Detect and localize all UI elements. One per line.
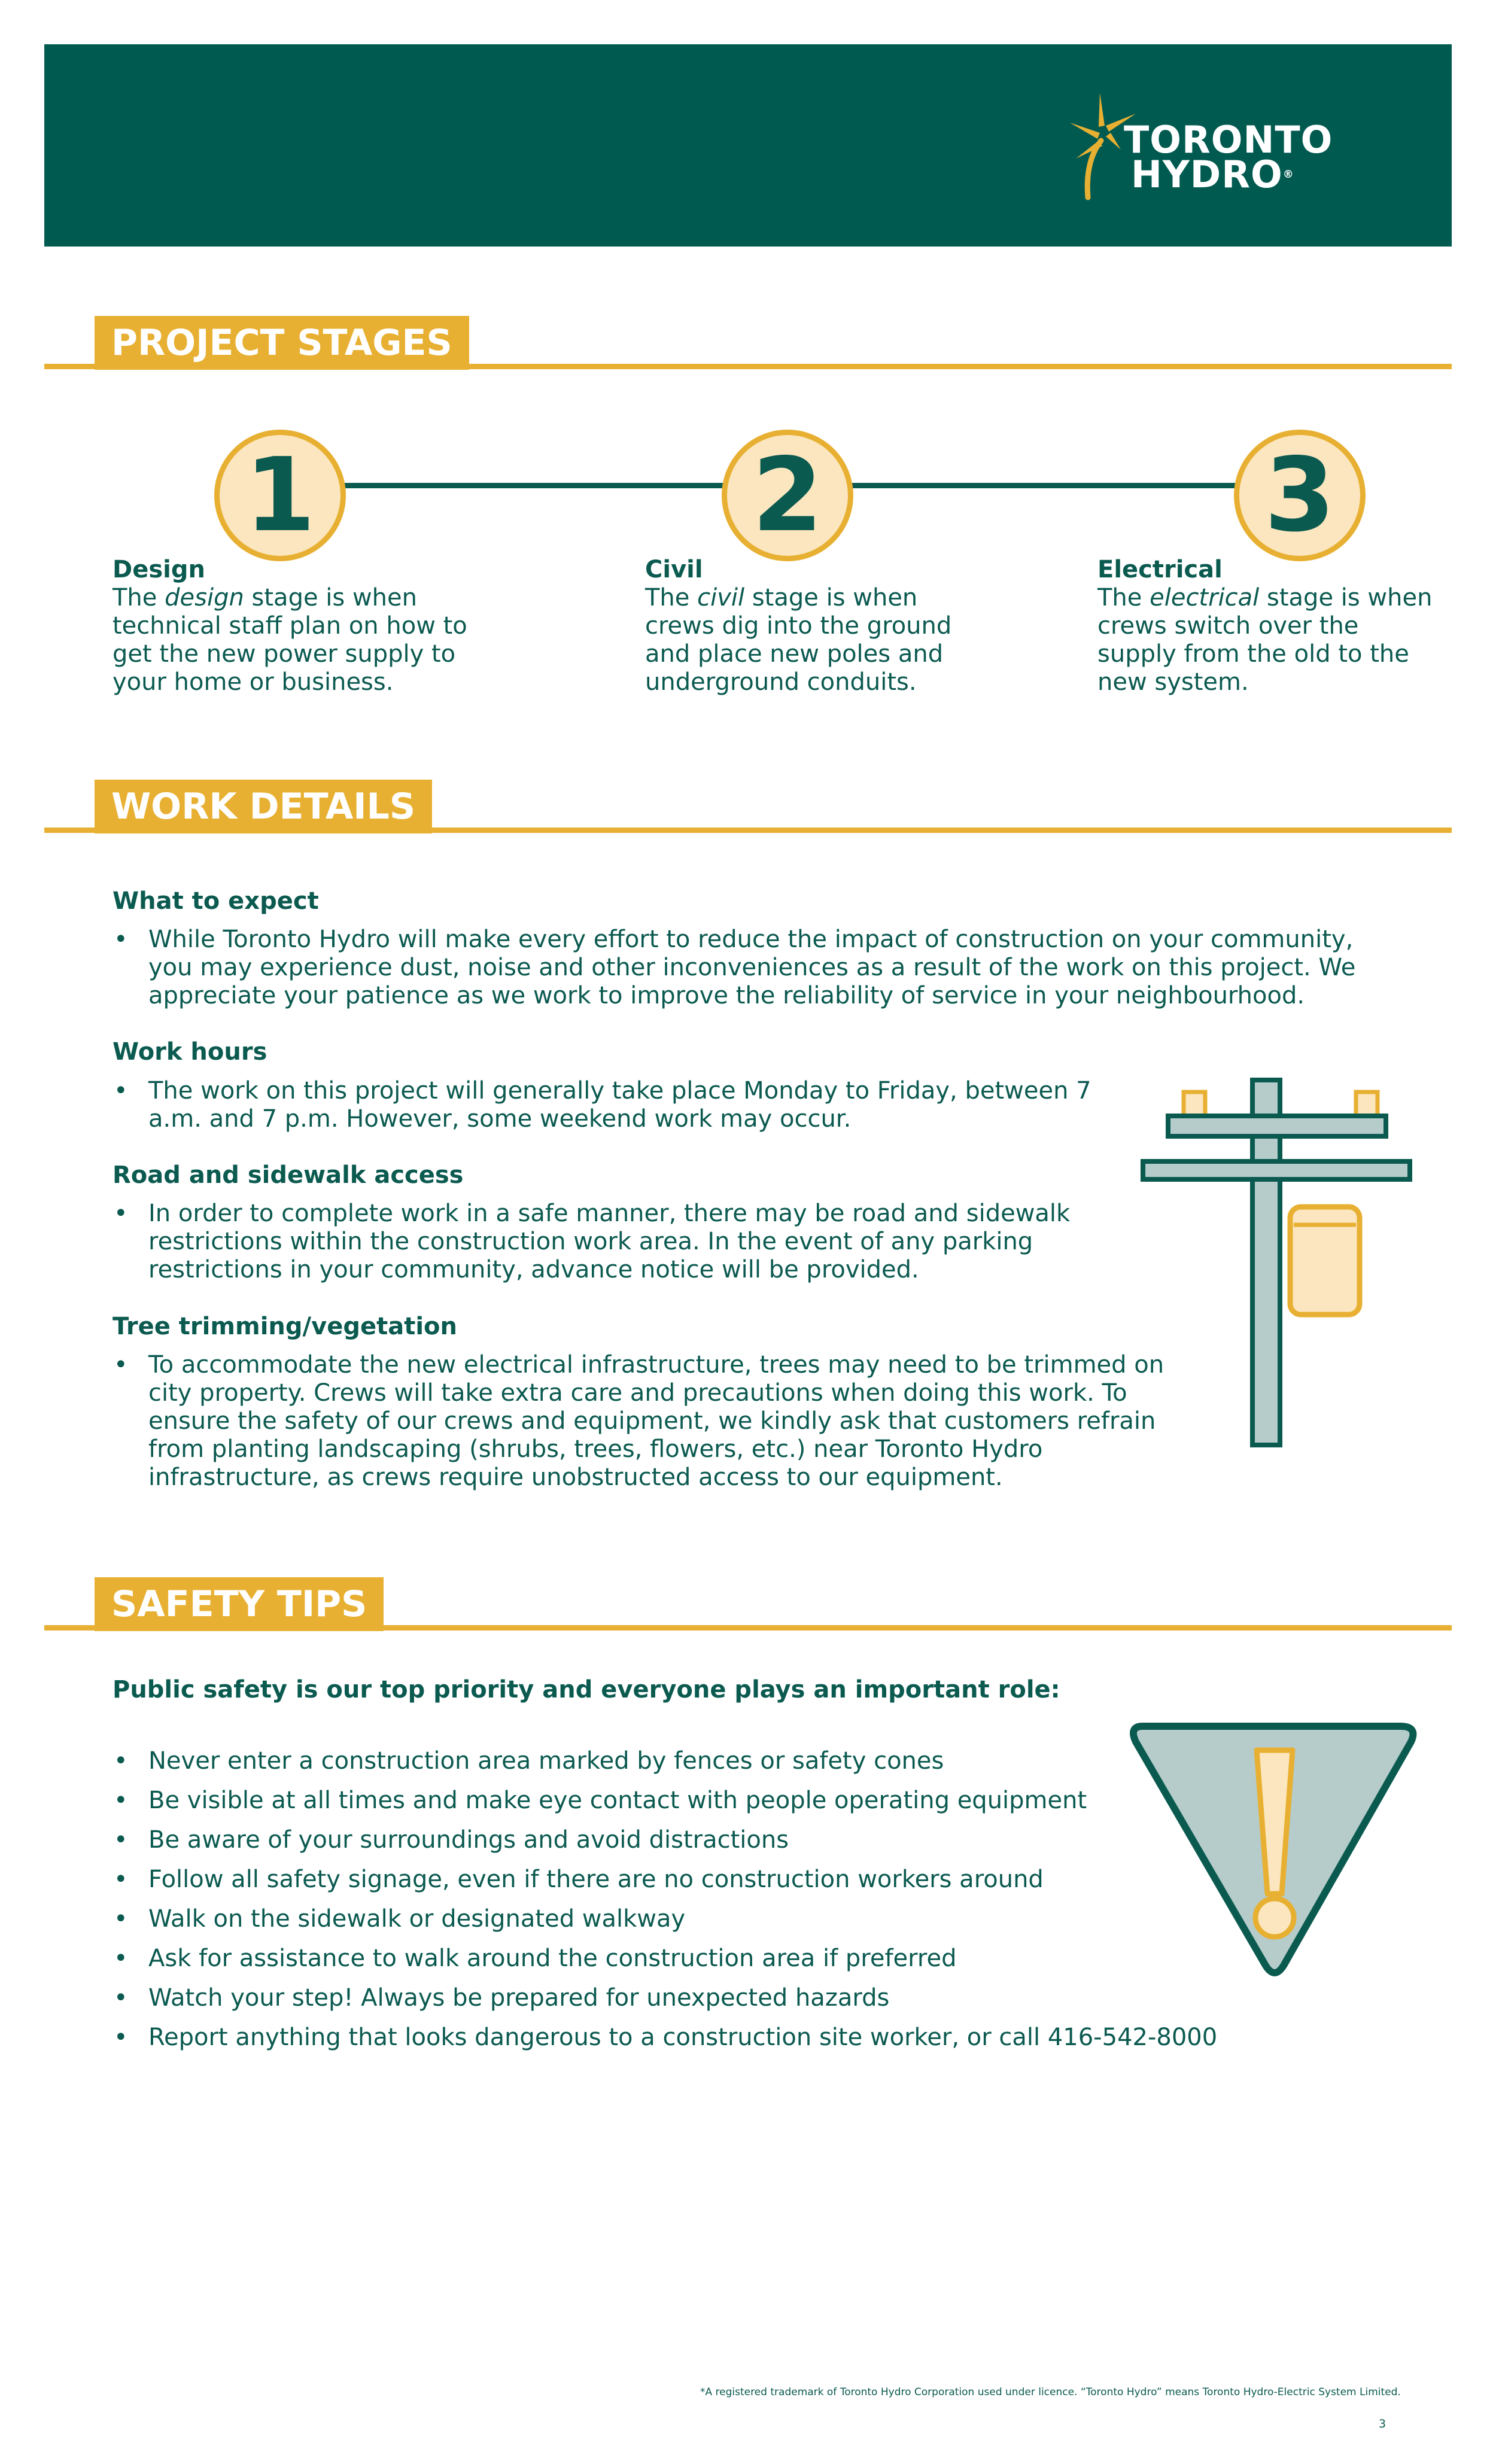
stage-3-description: The electrical stage is when crews switch over the supply from the old to the new system. <box>1097 584 1433 696</box>
list-item: • To accommodate the new electrical infrastructure, trees may need to be trimmed on city property. Crews will take extra care and precautions when doing this work. To ensure the safety of our crews and equipment, we kindly ask that customers refrain from planting landscaping (shrubs, trees, flowers, etc.) near Toronto Hydro infrastructure, as crews require unobstructed access to our equipment. <box>112 1351 1166 1492</box>
list-item: • Be visible at all times and make eye contact with people operating equipment <box>112 1787 1429 1815</box>
stage-2-description: The civil stage is when crews dig into the ground and place new poles and underground conduits. <box>645 584 952 696</box>
stage-3-circle: 3 <box>1234 430 1366 561</box>
work-details-rule <box>44 828 1452 833</box>
list-item: • Never enter a construction area marked by fences or safety cones <box>112 1747 1429 1775</box>
page-number: 3 <box>1379 2417 1386 2430</box>
tree-trimming-list <box>112 1351 1166 1492</box>
project-stages-heading: PROJECT STAGES <box>95 316 469 370</box>
safety-tips-heading: SAFETY TIPS <box>95 1577 384 1631</box>
safety-intro: Public safety is our top priority and everyone plays an important role: <box>112 1676 1060 1703</box>
logo-line-1: TORONTO <box>1124 118 1333 162</box>
stage-1-description: The design stage is when technical staff plan on how to get the new power supply to your home or business. <box>112 584 467 696</box>
work-hours-heading: Work hours <box>112 1038 267 1066</box>
warning-triangle-icon <box>1119 1714 1430 1984</box>
registered-mark: ® <box>1282 168 1294 181</box>
list-item: • While Toronto Hydro will make every effort to reduce the impact of construction on your community, you may experience dust, noise and other inconveniences as a result of the work on this project. We appreciate your patience as we work to improve the reliability of service in your neighbourhood. <box>112 926 1399 1010</box>
list-item: • Ask for assistance to walk around the construction area if preferred <box>112 1945 1429 1973</box>
utility-pole-icon <box>1131 1074 1418 1457</box>
stage-3-block <box>1097 555 1433 696</box>
stage-1-circle: 1 <box>214 430 346 561</box>
road-sidewalk-heading: Road and sidewalk access <box>112 1161 464 1189</box>
list-item: • Walk on the sidewalk or designated walkway <box>112 1905 1429 1933</box>
list-item: • Follow all safety signage, even if there are no construction workers around <box>112 1866 1429 1894</box>
list-item: • In order to complete work in a safe manner, there may be road and sidewalk restrictions within the construction work area. In the event of any parking restrictions in your community, advance notice will be provided. <box>112 1200 1094 1284</box>
stage-connector-2-3 <box>838 483 1257 488</box>
work-hours-list <box>112 1077 1094 1133</box>
stage-1-title: Design <box>112 556 205 583</box>
road-sidewalk-list <box>112 1200 1094 1284</box>
what-to-expect-heading: What to expect <box>112 887 319 915</box>
list-item: • Report anything that looks dangerous to a construction site worker, or call 416-542-8000 <box>112 2024 1429 2052</box>
list-item: • Watch your step! Always be prepared for unexpected hazards <box>112 1984 1429 2012</box>
stage-2-circle: 2 <box>722 430 853 561</box>
stage-2-title: Civil <box>645 556 703 583</box>
stage-connector-1-2 <box>335 483 754 488</box>
tree-trimming-heading: Tree trimming/vegetation <box>112 1313 458 1340</box>
list-item: • The work on this project will generally take place Monday to Friday, between 7 a.m. and 7 p.m. However, some weekend work may occur. <box>112 1077 1094 1133</box>
project-stages-rule <box>44 364 1452 369</box>
what-to-expect-list <box>112 926 1399 1010</box>
trademark-footnote: *A registered trademark of Toronto Hydro Corporation used under licence. “Toronto Hydro” means Toronto Hydro-Electric System Limited. <box>700 2386 1401 2398</box>
brand-logo <box>1124 118 1333 196</box>
safety-tips-rule <box>44 1625 1452 1631</box>
work-details-heading: WORK DETAILS <box>95 780 432 833</box>
list-item: • Be aware of your surroundings and avoid distractions <box>112 1826 1429 1854</box>
stage-2-block <box>645 555 980 696</box>
stage-3-title: Electrical <box>1097 556 1223 583</box>
stage-1-block <box>112 555 507 696</box>
logo-line-2: HYDRO <box>1131 153 1283 196</box>
